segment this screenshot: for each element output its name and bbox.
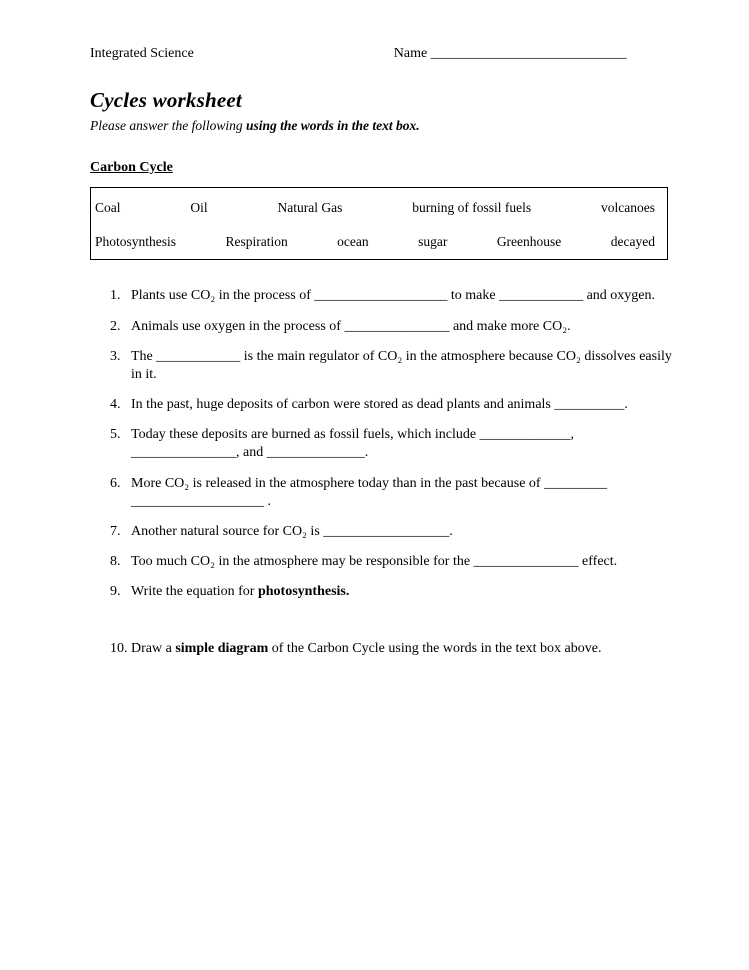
question-text-normal: Draw a (131, 640, 176, 656)
question-number: 4. (110, 397, 121, 413)
word-bank-term: burning of fossil fuels (412, 200, 532, 216)
word-bank-term: decayed (610, 233, 655, 249)
question-list (90, 287, 672, 657)
instructions-bold: using the words in the text box. (246, 118, 420, 134)
question-number: 3. (110, 348, 121, 364)
question-2 (110, 318, 672, 336)
word-bank-row-1 (95, 199, 655, 217)
question-text-normal: Write the equation for (131, 584, 258, 600)
word-bank-term: Greenhouse (496, 233, 562, 249)
question-4 (110, 396, 672, 414)
word-bank-row-2 (95, 233, 655, 251)
word-bank-term: sugar (418, 233, 448, 249)
question-7 (110, 523, 672, 541)
word-bank-box (90, 187, 668, 260)
question-8 (110, 553, 672, 571)
question-10 (110, 640, 672, 658)
question-number: 9. (110, 584, 121, 600)
word-bank-term: ocean (337, 233, 369, 249)
question-text: The ____________ is the main regulator of CO₂ in the atmosphere because CO₂ dissolves easily in it. (131, 348, 672, 382)
question-text: In the past, huge deposits of carbon were stored as dead plants and animals __________. (131, 397, 628, 413)
name-line (394, 45, 627, 63)
question-text-bold: simple diagram (175, 640, 269, 656)
instructions-normal: Please answer the following (90, 118, 246, 134)
question-text: Today these deposits are burned as fossil fuels, which include _____________, _______________, and ______________. (131, 427, 575, 461)
question-text: More CO₂ is released in the atmosphere today than in the past because of _________ ___________________ . (131, 475, 608, 509)
question-5 (110, 426, 672, 462)
question-number: 7. (110, 524, 121, 539)
word-bank-term: Respiration (225, 233, 288, 249)
question-number: 10. (110, 640, 128, 656)
word-bank-term: Natural Gas (277, 200, 343, 216)
question-3 (110, 348, 672, 384)
page-title: Cycles worksheet (90, 88, 242, 113)
word-bank-term: Oil (190, 200, 208, 216)
course-title: Integrated Science (90, 46, 194, 61)
question-number: 8. (110, 554, 121, 570)
question-text-bold: photosynthesis. (257, 584, 350, 600)
question-text: Plants use CO₂ in the process of ___________________ to make ____________ and oxygen. (131, 288, 655, 304)
question-text (131, 583, 672, 601)
word-bank-term: volcanoes (601, 200, 655, 216)
section-heading: Carbon Cycle (90, 160, 173, 176)
question-text (131, 640, 672, 658)
page-header (90, 45, 668, 63)
question-text: Animals use oxygen in the process of _______________ and make more CO₂. (131, 318, 571, 334)
question-number: 1. (110, 288, 121, 304)
name-label: Name (393, 46, 428, 61)
question-number: 5. (110, 427, 121, 443)
instructions (90, 117, 668, 135)
question-number: 6. (110, 475, 121, 491)
question-text: Too much CO₂ in the atmosphere may be responsible for the _______________ effect. (131, 554, 618, 570)
word-bank-term: Photosynthesis (95, 233, 177, 249)
question-number: 2. (110, 318, 121, 334)
question-text-normal: of the Carbon Cycle using the words in the text box above. (268, 640, 602, 656)
name-blank: ____________________________ (430, 46, 627, 61)
question-9 (110, 583, 672, 601)
word-bank-term: Coal (95, 200, 121, 216)
question-6 (110, 475, 672, 511)
question-text: Another natural source for CO₂ is __________________. (131, 524, 453, 539)
question-1 (110, 287, 672, 305)
